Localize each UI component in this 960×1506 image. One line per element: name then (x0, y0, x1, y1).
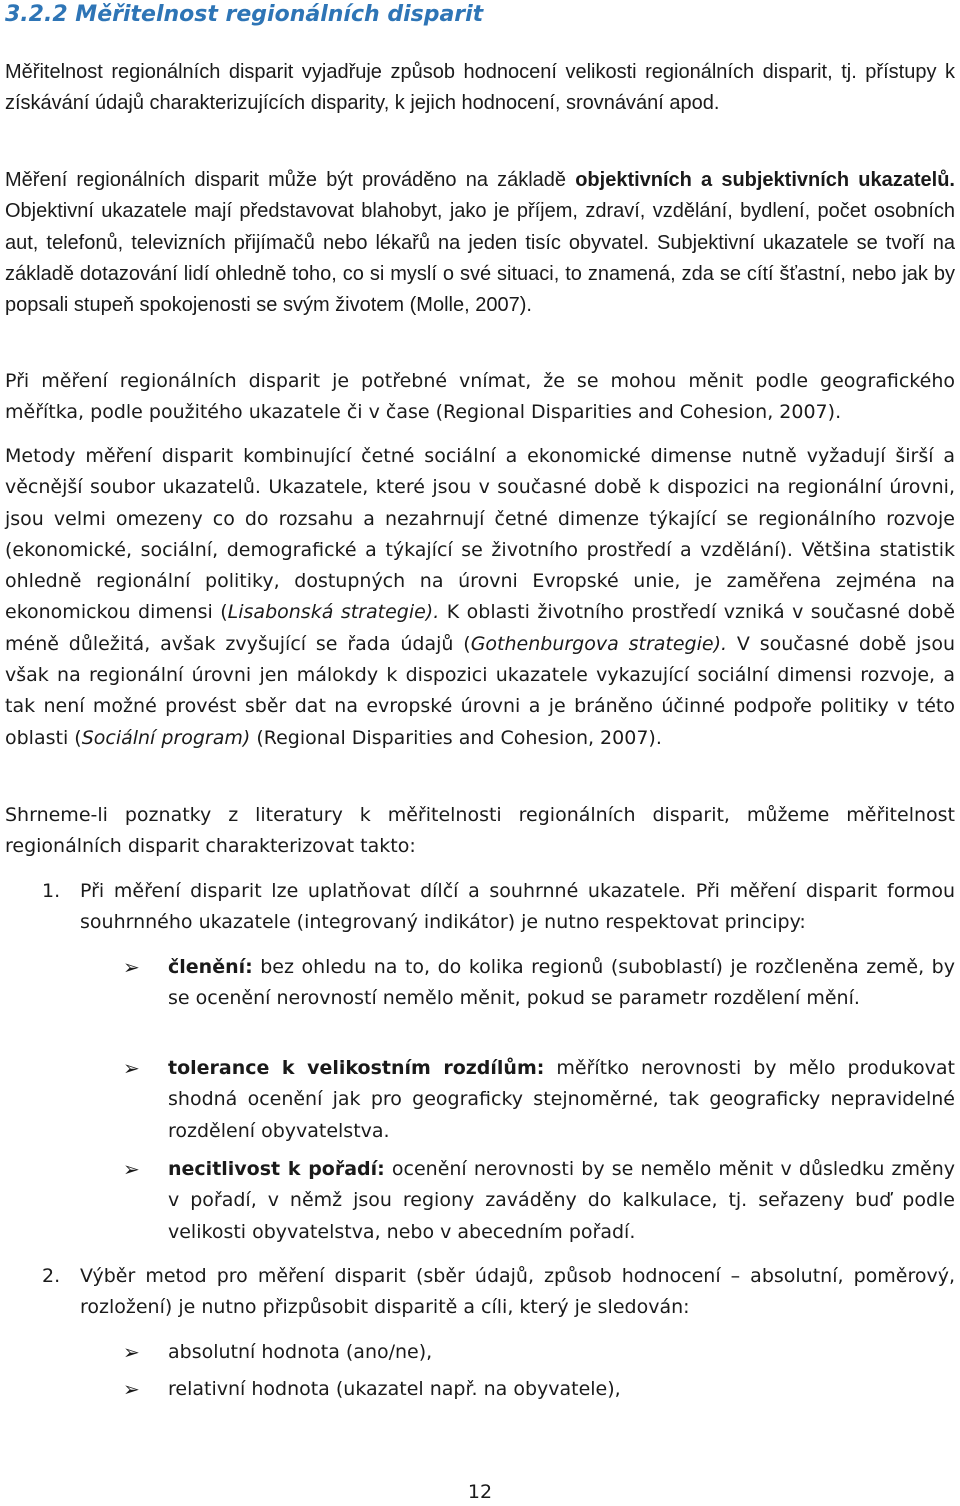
bullet-item-clenen (168, 952, 955, 1015)
paragraph-4-italic-1: Lisabonská strategie). (227, 601, 440, 624)
section-heading: 3.2.2 Měřitelnost regionálních disparit (5, 2, 484, 27)
bullet-item-relativni: relativní hodnota (ukazatel např. na obyvatele), (168, 1378, 621, 1400)
list-item-1: Při měření disparit lze uplatňovat dílčí a souhrnné ukazatele. Při měření disparit formou souhrnného ukazatele (integrovaný indikátor) je nutno respektovat principy: (80, 880, 955, 934)
arrow-bullet-icon: ➢ (123, 1056, 140, 1080)
paragraph-2-intro: Měření regionálních disparit může být prováděno na základě (5, 169, 576, 191)
arrow-bullet-icon: ➢ (123, 1377, 140, 1401)
bullet-item-tolerance (168, 1053, 955, 1147)
bullet-item-text: ocenění nerovnosti by se nemělo měnit v důsledku změny v pořadí, v němž jsou regiony zaváděny do kalkulace, tj. seřazeny buď podle velikosti obyvatelstva, nebo v abecedním pořadí. (168, 1158, 955, 1243)
paragraph-4-text-1: Metody měření disparit kombinující četné sociální a ekonomické dimense nutně vyžadují širší a věcnější soubor ukazatelů. Ukazatele, které jsou v současné době k dispozici na regionální úrovni, jsou velmi omezeny co do rozsahu a nezahrnují četné dimenze týkající se regionálního rozvoje (ekonomické, sociální, demografické a týkající se životního prostředí a vzdělání). Většina statistik ohledně regionální politiky, dostupných na úrovni Evropské unie, je zaměřena zejména na ekonomickou dimensi ( (5, 445, 955, 624)
bullet-item-necitlivost (168, 1154, 955, 1248)
arrow-bullet-icon: ➢ (123, 1340, 140, 1364)
paragraph-3: Při měření regionálních disparit je potřebné vnímat, že se mohou měnit podle geografického měřítka, podle použitého ukazatele či v čase (Regional Disparities and Cohesion, 2007). (5, 370, 955, 424)
bullet-item-absolutni: absolutní hodnota (ano/ne), (168, 1341, 433, 1363)
paragraph-4-text-2: K oblasti životního prostředí vzniká v současné době méně důležitá, avšak zvyšující se řada údajů ( (5, 601, 956, 655)
paragraph-4-text-4: (Regional Disparities and Cohesion, 2007). (250, 726, 662, 749)
list-number-2: 2. (42, 1265, 61, 1287)
paragraph-4 (5, 441, 955, 754)
bullet-item-text: měřítko nerovnosti by mělo produkovat shodná ocenění jak pro geograficky stejnoměrné, tak geograficky nepravidelné rozdělení obyvatelstva. (168, 1057, 955, 1142)
page-number: 12 (467, 1481, 493, 1503)
arrow-bullet-icon: ➢ (123, 1157, 140, 1181)
paragraph-2-bold: objektivních a subjektivních ukazatelů. (575, 169, 955, 191)
paragraph-4-italic-2: Gothenburgova strategie). (470, 632, 728, 655)
paragraph-4-italic-3: Sociální program) (81, 726, 251, 749)
list-number-1: 1. (42, 880, 61, 902)
paragraph-2-rest: Objektivní ukazatele mají představovat blahobyt, jako je příjem, zdraví, vzdělání, bydlení, počet osobních aut, telefonů, televizních přijímačů nebo lékařů na jeden tisíc obyvatel. Subjektivní ukazatele se tvoří na základě dotazování lidí ohledně toho, co si myslí o své situaci, to znamená, zda se cítí šťastní, nebo jak by popsali stupeň spokojenosti se svým životem (Molle, 2007). (5, 200, 955, 317)
arrow-bullet-icon: ➢ (123, 955, 140, 979)
paragraph-5: Shrneme-li poznatky z literatury k měřitelnosti regionálních disparit, můžeme měřitelnost regionálních disparit charakterizovat takto: (5, 804, 955, 858)
paragraph-2 (5, 165, 955, 321)
bullet-item-bold: tolerance k velikostním rozdílům: (168, 1057, 545, 1079)
paragraph-4-text-3: V současné době jsou však na regionální úrovni jen málokdy k dispozici ukazatele vykazující sociální dimensi rozvoje, a tak není možné provést sběr dat na evropské úrovni a je bráněno účinné podpoře politiky v této oblasti ( (5, 632, 955, 749)
bullet-item-bold: necitlivost k pořadí: (168, 1158, 385, 1180)
bullet-item-text: bez ohledu na to, do kolika regionů (suboblastí) je rozčleněna země, by se ocenění nerovností nemělo měnit, pokud se parametr rozdělení mění. (168, 956, 955, 1010)
paragraph-1: Měřitelnost regionálních disparit vyjadřuje způsob hodnocení velikosti regionálních disparit, tj. přístupy k získávání údajů charakterizujících disparity, k jejich hodnocení, srovnávání apod. (5, 61, 955, 115)
bullet-item-bold: členění: (168, 956, 253, 978)
list-item-2: Výběr metod pro měření disparit (sběr údajů, způsob hodnocení – absolutní, poměrový, rozložení) je nutno přizpůsobit disparitě a cíli, který je sledován: (80, 1265, 955, 1319)
